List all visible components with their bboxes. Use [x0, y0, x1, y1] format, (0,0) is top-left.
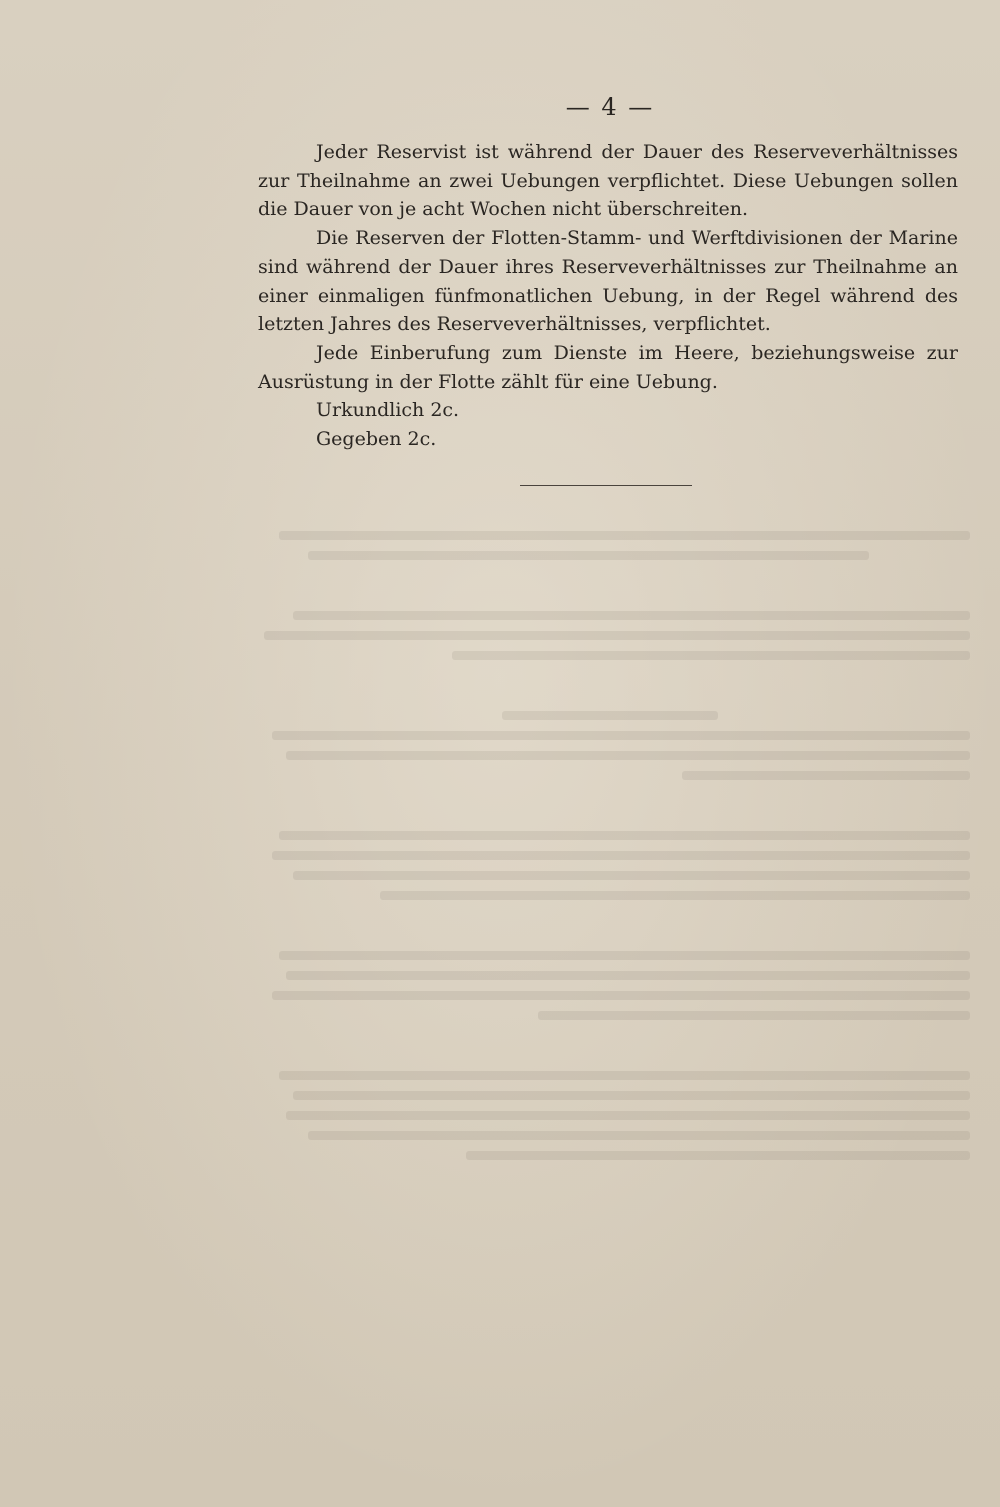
paragraph-call-up: Jede Einberufung zum Dienste im Heere, beziehungsweise zur Ausrüstung in der Flotte zählt für eine Uebung.: [258, 341, 958, 393]
bleed-through-text: [250, 520, 970, 1170]
paragraph-marine-reserves: Die Reserven der Flotten-Stamm- und Werftdivisionen der Marine sind während der Dauer ihres Reserveverhältnisses zur Theilnahme an einer einmaligen fünfmonatlichen Uebung, in der Regel während des letzten Jahres des Reserveverhältnisses, verpflichtet.: [258, 227, 958, 336]
closing-gegeben: Gegeben 2c.: [316, 428, 437, 451]
horizontal-rule: [520, 485, 692, 486]
body-text: [258, 138, 958, 454]
paragraph-reservist-exercises: Jeder Reservist ist während der Dauer des Reserveverhältnisses zur Theilnahme an zwei Uebungen verpflichtet. Diese Uebungen sollen die Dauer von je acht Wochen nicht überschreiten.: [258, 141, 958, 221]
closing-urkundlich: Urkundlich 2c.: [316, 399, 460, 422]
page-number: — 4 —: [565, 93, 655, 121]
